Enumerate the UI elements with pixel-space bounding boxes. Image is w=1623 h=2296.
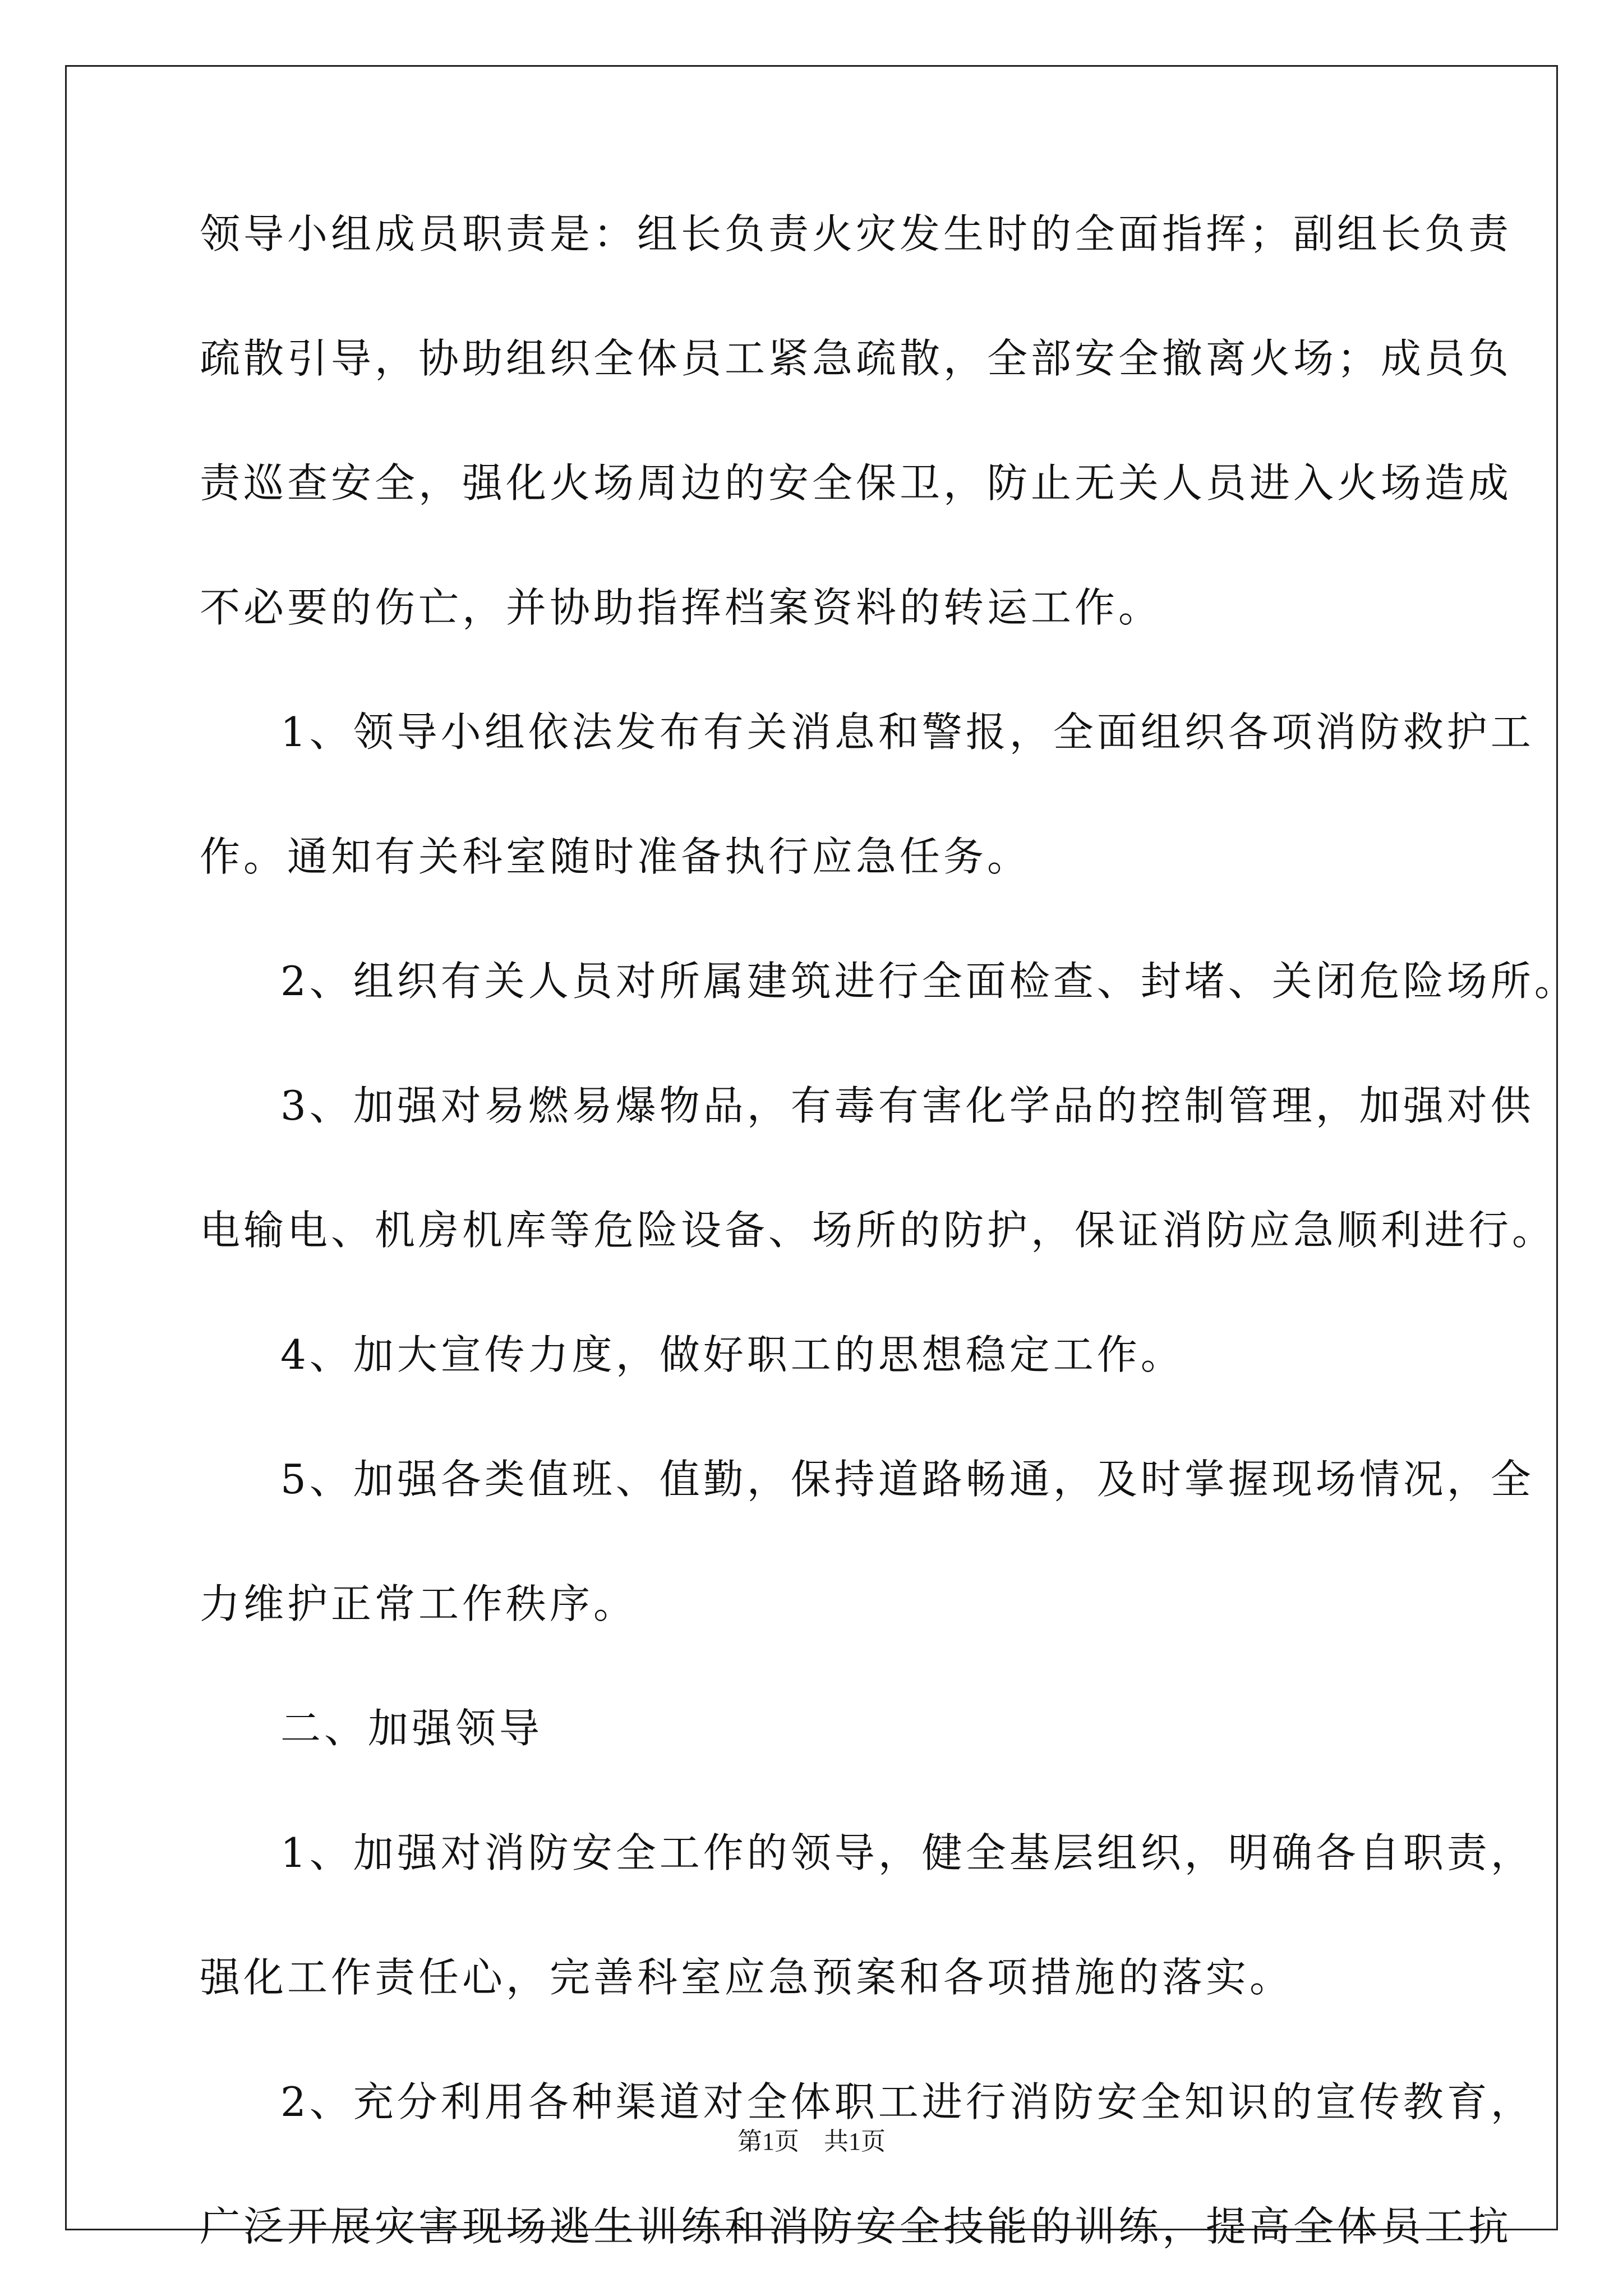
text-line: 2、组织有关人员对所属建筑进行全面检查、封堵、关闭危险场所。 xyxy=(280,958,1578,1005)
text-line: 作。通知有关科室随时准备执行应急任务。 xyxy=(200,833,1031,880)
text-line: 强化工作责任心，完善科室应急预案和各项措施的落实。 xyxy=(200,1954,1294,2001)
section-heading: 二、加强领导 xyxy=(280,1705,543,1752)
page-border xyxy=(65,65,1558,2230)
text-line: 2、充分利用各种渠道对全体职工进行消防安全知识的宣传教育， xyxy=(280,2078,1534,2125)
text-line: 责巡查安全，强化火场周边的安全保卫，防止无关人员进入火场造成 xyxy=(200,459,1513,507)
text-line: 电输电、机房机库等危险设备、场所的防护，保证消防应急顺利进行。 xyxy=(200,1207,1556,1254)
text-line: 1、加强对消防安全工作的领导，健全基层组织，明确各自职责， xyxy=(280,1829,1534,1876)
text-line: 力维护正常工作秩序。 xyxy=(200,1580,638,1627)
text-line: 1、领导小组依法发布有关消息和警报，全面组织各项消防救护工 xyxy=(280,708,1534,756)
text-line: 广泛开展灾害现场逃生训练和消防安全技能的训练，提高全体员工抗 xyxy=(200,2203,1513,2250)
text-line: 5、加强各类值班、值勤，保持道路畅通，及时掌握现场情况，全 xyxy=(280,1456,1534,1503)
text-line: 疏散引导，协助组织全体员工紧急疏散，全部安全撤离火场；成员负 xyxy=(200,335,1513,382)
page-footer: 第1页 共1页 xyxy=(737,2128,886,2155)
text-line: 3、加强对易燃易爆物品，有毒有害化学品的控制管理，加强对供 xyxy=(280,1082,1534,1129)
text-line: 不必要的伤亡，并协助指挥档案资料的转运工作。 xyxy=(200,584,1163,631)
text-line: 领导小组成员职责是：组长负责火灾发生时的全面指挥；副组长负责 xyxy=(200,210,1513,257)
text-line: 4、加大宣传力度，做好职工的思想稳定工作。 xyxy=(280,1331,1184,1378)
